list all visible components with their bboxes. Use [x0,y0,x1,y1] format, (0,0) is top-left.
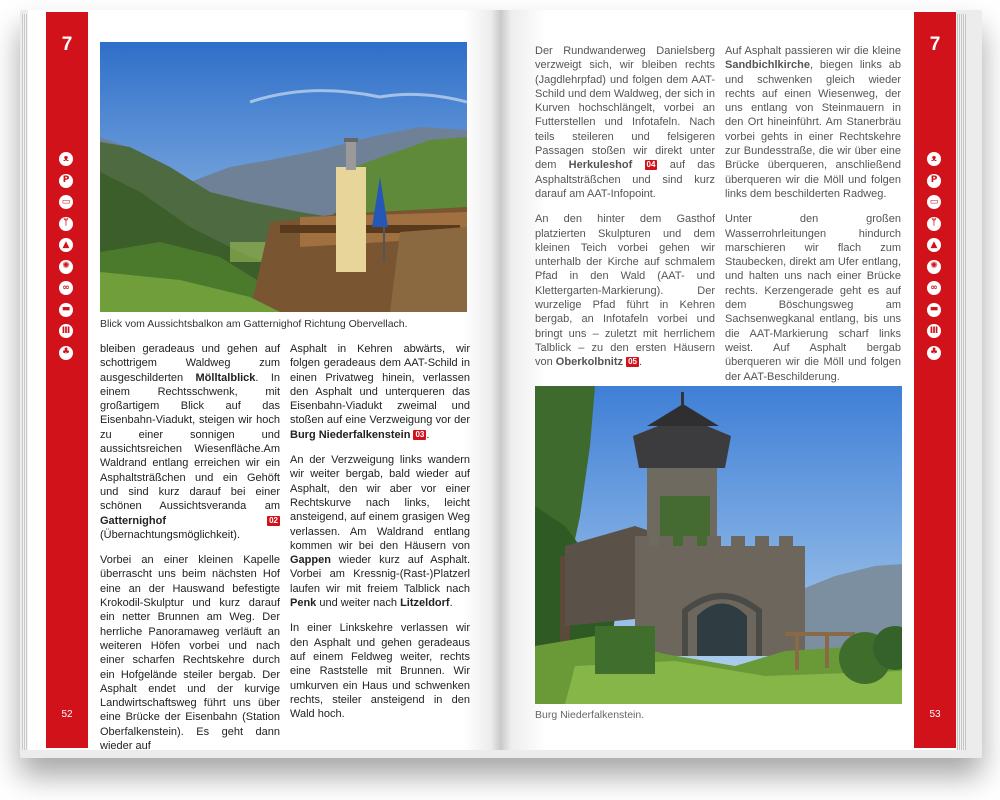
museum-icon: Ⅲ [59,324,73,338]
paragraph: Vorbei an einer kleinen Kapelle überrascht uns beim nächsten Hof eine an der Hauswand befestigte Krokodil-Skulptur und kurz darauf ein netter Brunnen am Weg. Der herrliche Panoramaweg verläuft an weiteren Höfen vorbei und nach einer scharfen Rechtskehre durch ein Hofgelände steiler bergab. Der Asphalt endet und der kurvige Landwirtschaftsweg führt uns über eine Brücke der Eisenbahn (Station Oberfalkenstein). Es geht dann wieder auf [100,554,280,753]
hut-icon: ▲ [59,238,73,252]
hut-icon: ▲ [927,238,941,252]
activity-icons [59,152,75,367]
sun-icon: ✺ [59,260,73,274]
book-spine [491,10,511,750]
paragraph: An den hinter dem Gasthof platzierten Skulpturen und dem kleinen Teich vorbei gehen wir unterhalb der Kirche auf schmalem Pfad in den Wald (AAT- und Klettergarten-Markierung). Der wurzelige Pfad führt in Kehren bergab, an Infotafeln vorbei und bringt uns – zuletzt mit herrlichem Talblick – zu den ersten Häusern von Oberkolbnitz 05 . [535,213,715,369]
left-column-1 [100,342,280,764]
parking-icon: P [59,174,73,188]
right-column-1 [535,44,715,381]
place-name: Penk [290,597,317,610]
photo-caption-left: Blick vom Aussichtsbalkon am Gatternighof Richtung Obervellach. [100,318,408,330]
paragraph: In einer Linkskehre verlassen wir den Asphalt und gehen geradeaus auf einem Feldweg weiter, rechts eine Raststelle mit Brunnen. Wir umkurven ein Haus und schwenken rechts, steiler ansteigend in den Wald hoch. [290,622,470,721]
place-name: Herkuleshof [568,159,633,172]
tree-icon: ♣ [59,346,73,360]
paragraph: bleiben geradeaus und gehen auf schottrigem Waldweg zum ausgeschilderten Mölltalblick. In einem Rechtsschwenk, mit großartigem Blick auf das Eisenbahn-Viadukt, steigen wir hoch zu einer sonnigen und aussichtsreichen Wiesenfläche.Am Waldrand entlang erreichen wir ein Asphaltsträßchen und ein Gehöft und sind kurz darauf bei einer schönen Aussichtsveranda am Gatternighof 02 (Übernachtungsmöglichkeit). [100,343,280,541]
paragraph: Auf Asphalt passieren wir die kleine Sandbichlkirche, biegen links ab und schwenken gleich wieder rechts auf einen Wiesenweg, der uns entlang von Steinmauern in den Ort hineinführt. Am Stanerbräu vorbei gehts in einer Rechtskehre zur Bundesstraße, die wir über eine Brücke überqueren, anschließend überqueren wir die Möll und folgen links dem beschilderten Radweg. [725,45,901,200]
sun-icon: ✺ [927,260,941,274]
right-column-2 [725,44,901,395]
waypoint-badge: 04 [646,160,656,170]
bus-icon: ▭ [927,195,941,209]
page-number-right: 53 [929,709,941,720]
photo-burg-niederfalkenstein [535,386,902,704]
place-name: Gatternighof [100,514,166,527]
place-name: Litzeldorf [400,597,450,610]
tour-number: 7 [61,34,73,55]
page-number-left: 52 [61,709,73,720]
left-tour-sidebar [46,12,88,748]
bear-icon: ᴥ [59,152,73,166]
museum-icon: Ⅲ [927,324,941,338]
paragraph: Asphalt in Kehren abwärts, wir folgen geradeaus dem AAT-Schild in einen Privatweg hinein, verlassen den Asphalt und unterqueren das Eisenbahn-Viadukt zweimal und stoßen auf eine Verzweigung vor der Burg Niederfalkenstein 03 . [290,343,470,441]
place-name: Burg Niederfalkenstein [290,428,411,441]
paragraph: Unter den großen Wasserrohrleitungen hindurch marschieren wir flach zum Staubecken, direkt am Ufer entlang, und halten uns nach einer Brücke rechts. Kerzengerade geht es auf dem Böschungsweg am Sachsenwegkanal entlang, bis uns die AAT-Markierung scharf links weist. Auf Asphalt bergab überqueren wir die Möll und folgen der AAT-Beschilderung. [725,213,901,383]
place-name: Oberkolbnitz [555,356,624,369]
restaurant-icon: ᛘ [927,217,941,231]
train-icon: ▬ [927,303,941,317]
tree-icon: ♣ [927,346,941,360]
photo-gatternighof [100,42,467,312]
photo-gatternighof-image [100,42,467,312]
restaurant-icon: ᛘ [59,217,73,231]
bike-icon: ∞ [927,281,941,295]
paragraph: Der Rundwanderweg Danielsberg verzweigt sich, wir bleiben rechts (Jagdlehrpfad) und folgen dem AAT-Schild und dem Waldweg, der sich in Kurven hochschlängelt, vorbei an Futterstellen und Infotafeln. Nach teils steileren und felsigeren Passagen stoßen wir direkt unter dem Herkuleshof 04 auf das Asphaltsträßchen und sind kurz darauf am AAT-Infopoint. [535,45,715,200]
bus-icon: ▭ [59,195,73,209]
photo-burg-image [535,386,902,704]
right-tour-sidebar [914,12,956,748]
photo-caption-right: Burg Niederfalkenstein. [535,709,645,721]
waypoint-badge: 05 [628,357,637,367]
place-name: Mölltalblick [195,371,256,384]
left-column-2 [290,342,470,732]
bear-icon: ᴥ [927,152,941,166]
waypoint-badge: 02 [269,515,278,525]
place-name: Gappen [290,554,331,567]
page-edges-right [956,14,966,750]
bike-icon: ∞ [59,281,73,295]
tour-number: 7 [929,34,941,55]
waypoint-badge: 03 [415,429,425,439]
train-icon: ▬ [59,303,73,317]
activity-icons [927,152,943,367]
place-name: Sandbichlkirche [725,59,810,72]
parking-icon: P [927,174,941,188]
paragraph: An der Verzweigung links wandern wir weiter bergab, bald wieder auf Asphalt, den wir aber vor einer Rechtskurve nach links, leicht ansteigend, auf einem grasigen Weg verlassen. Am Waldrand entlang kommen wir bei den Häusern von Gappen wieder kurz auf Asphalt. Vorbei am Kressnig-(Rast-)Platzerl laufen wir mit freiem Talblick nach Penk und weiter nach Litzeldorf. [290,454,470,610]
